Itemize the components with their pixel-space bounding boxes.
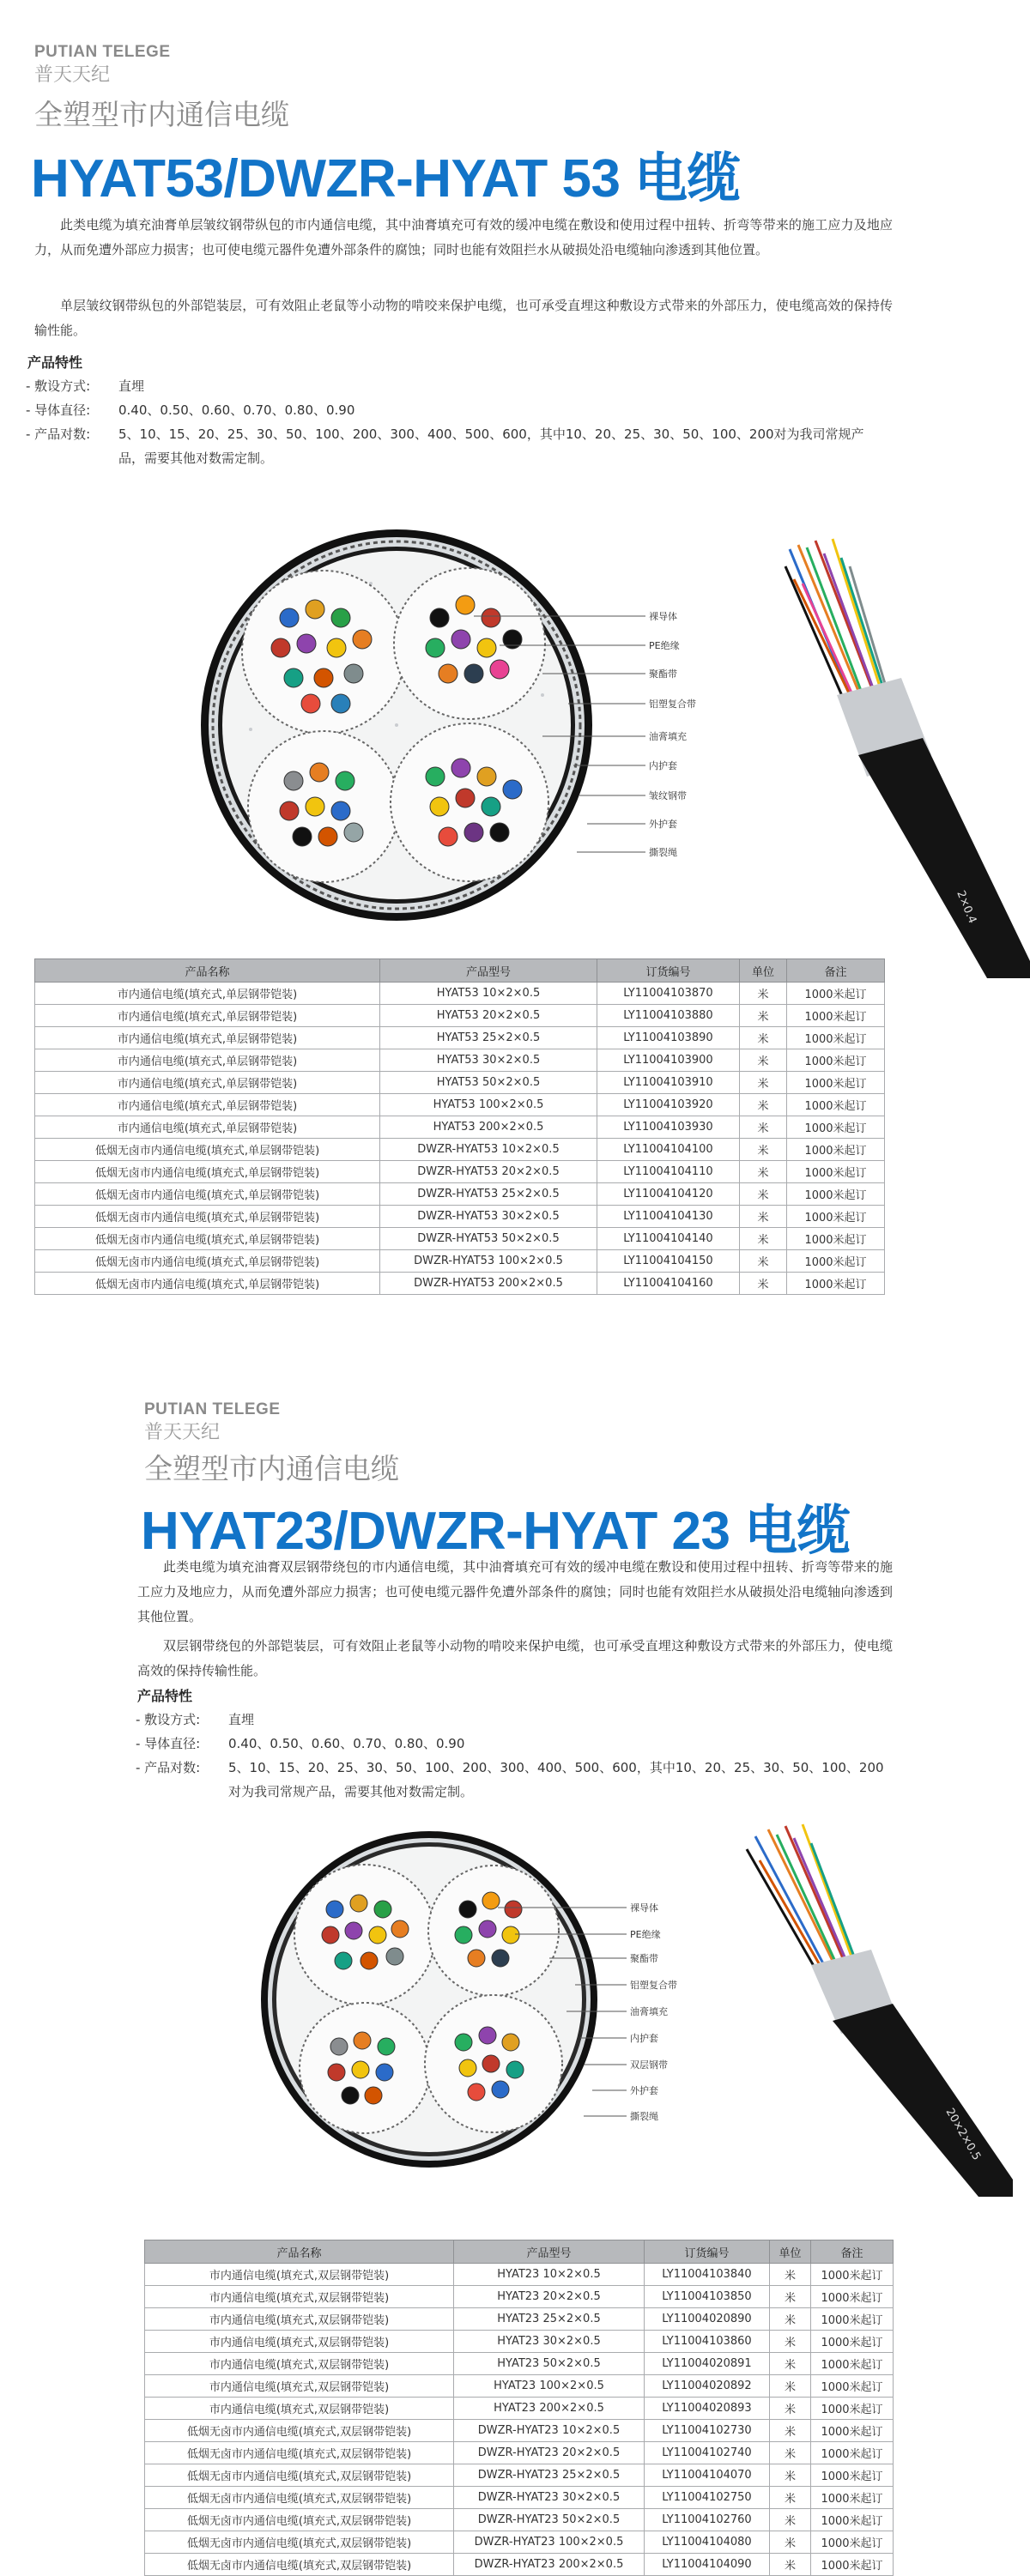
table-row — [145, 2420, 894, 2442]
table-cell: HYAT53 30×2×0.5 — [380, 1049, 597, 1072]
table-row — [35, 1116, 885, 1139]
table-cell: DWZR-HYAT23 25×2×0.5 — [454, 2464, 645, 2487]
table-cell: DWZR-HYAT23 50×2×0.5 — [454, 2509, 645, 2531]
table-cell: 米 — [770, 2509, 811, 2531]
table-cell: LY11004103880 — [597, 1005, 740, 1027]
table-cell: DWZR-HYAT23 200×2×0.5 — [454, 2554, 645, 2576]
feature-pairs — [26, 422, 884, 470]
description-paragraph-2: 单层皱纹钢带纵包的外部铠装层，可有效阻止老鼠等小动物的啃咬来保护电缆，也可承受直埋这种敷设方式带来的外部压力，使电缆高效的保持传输性能。 — [34, 298, 893, 338]
table-cell: 1000米起订 — [811, 2531, 894, 2554]
feature-pairs — [136, 1756, 891, 1804]
table-cell: 低烟无卤市内通信电缆(填充式,单层钢带铠装) — [35, 1273, 380, 1295]
table-cell: 米 — [770, 2286, 811, 2308]
cable-photo — [772, 532, 1030, 978]
table-cell: DWZR-HYAT53 25×2×0.5 — [380, 1183, 597, 1206]
table-cell: 1000米起订 — [811, 2464, 894, 2487]
table-cell: 1000米起订 — [787, 1027, 885, 1049]
table-row — [145, 2286, 894, 2308]
column-header: 订货编号 — [597, 959, 740, 983]
feature-value: 直埋 — [118, 378, 145, 394]
category-title: 全塑型市内通信电缆 — [34, 98, 289, 131]
table-cell: HYAT23 30×2×0.5 — [454, 2331, 645, 2353]
legend-label: 撕裂绳 — [649, 847, 677, 858]
table-row — [145, 2353, 894, 2375]
column-header: 备注 — [811, 2240, 894, 2264]
legend-label: 皱纹钢带 — [649, 790, 687, 801]
table-row — [145, 2331, 894, 2353]
table-cell: DWZR-HYAT23 10×2×0.5 — [454, 2420, 645, 2442]
pair-bundle — [425, 1995, 562, 2132]
legend-label: PE绝缘 — [630, 1929, 661, 1940]
cable-cross-section-diagram — [199, 523, 696, 927]
table-cell: 1000米起订 — [787, 1005, 885, 1027]
table-cell: 1000米起订 — [811, 2375, 894, 2398]
table-cell: DWZR-HYAT53 20×2×0.5 — [380, 1161, 597, 1183]
table-cell: HYAT23 200×2×0.5 — [454, 2398, 645, 2420]
table-row — [35, 1161, 885, 1183]
table-cell: LY11004104090 — [645, 2554, 770, 2576]
pair-bundle — [242, 571, 405, 734]
column-header: 产品名称 — [35, 959, 380, 983]
legend-label: 外护套 — [649, 819, 677, 830]
outer-sheath — [833, 2004, 1013, 2197]
features-heading: 产品特性 — [137, 1688, 193, 1704]
table-cell: LY11004104080 — [645, 2531, 770, 2554]
table-cell: LY11004104150 — [597, 1250, 740, 1273]
table-cell: 低烟无卤市内通信电缆(填充式,双层钢带铠装) — [145, 2554, 454, 2576]
legend-label: 裸导体 — [649, 611, 677, 622]
table-cell: 米 — [740, 1183, 787, 1206]
feature-conductor — [26, 398, 884, 422]
table-cell: LY11004104160 — [597, 1273, 740, 1295]
table-row — [35, 1273, 885, 1295]
feature-label: - 敷设方式: — [136, 1712, 201, 1727]
table-cell: LY11004020893 — [645, 2398, 770, 2420]
legend-label: 内护套 — [630, 2033, 658, 2044]
table-cell: 低烟无卤市内通信电缆(填充式,单层钢带铠装) — [35, 1139, 380, 1161]
table-cell: 市内通信电缆(填充式,双层钢带铠装) — [145, 2264, 454, 2286]
brand-chinese: 普天天纪 — [34, 64, 111, 86]
table-cell: 低烟无卤市内通信电缆(填充式,双层钢带铠装) — [145, 2442, 454, 2464]
exposed-pairs — [785, 539, 888, 708]
table-cell: LY11004102740 — [645, 2442, 770, 2464]
table-cell: 低烟无卤市内通信电缆(填充式,双层钢带铠装) — [145, 2420, 454, 2442]
legend-label: 油膏填充 — [630, 2006, 668, 2017]
table-cell: 低烟无卤市内通信电缆(填充式,单层钢带铠装) — [35, 1206, 380, 1228]
pair-bundle — [300, 2003, 430, 2133]
table-cell: 米 — [770, 2464, 811, 2487]
legend-labels — [649, 610, 696, 858]
table-cell: 米 — [740, 983, 787, 1005]
table-body — [145, 2264, 894, 2576]
table-cell: 1000米起订 — [811, 2554, 894, 2576]
pair-bundle — [394, 568, 545, 719]
table-cell: LY11004104100 — [597, 1139, 740, 1161]
table-row — [145, 2487, 894, 2509]
table-cell: DWZR-HYAT23 30×2×0.5 — [454, 2487, 645, 2509]
description-paragraph-2: 双层钢带绕包的外部铠装层，可有效阻止老鼠等小动物的啃咬来保护电缆，也可承受直埋这种敷设方式带来的外部压力，使电缆高效的保持传输性能。 — [137, 1638, 893, 1678]
table-cell: DWZR-HYAT53 100×2×0.5 — [380, 1250, 597, 1273]
category-title: 全塑型市内通信电缆 — [144, 1452, 399, 1485]
legend-label: 铝塑复合带 — [630, 1980, 677, 1991]
pair-bundle — [248, 731, 399, 882]
table-cell: LY11004020892 — [645, 2375, 770, 2398]
table-cell: HYAT53 10×2×0.5 — [380, 983, 597, 1005]
table-cell: 1000米起订 — [787, 1116, 885, 1139]
table-row — [35, 1183, 885, 1206]
table-cell: 米 — [770, 2308, 811, 2331]
sheath-print: 2×0.4 — [954, 888, 979, 926]
table-row — [145, 2554, 894, 2576]
feature-value: 直埋 — [228, 1712, 255, 1727]
feature-value: 0.40、0.50、0.60、0.70、0.80、0.90 — [118, 402, 355, 418]
table-cell: 1000米起订 — [811, 2286, 894, 2308]
table-cell: LY11004104070 — [645, 2464, 770, 2487]
table-cell: 米 — [770, 2398, 811, 2420]
table-row — [145, 2464, 894, 2487]
table-cell: LY11004104120 — [597, 1183, 740, 1206]
table-cell: 米 — [770, 2375, 811, 2398]
table-cell: 米 — [740, 1005, 787, 1027]
table-cell: 米 — [770, 2420, 811, 2442]
table-cell: 市内通信电缆(填充式,单层钢带铠装) — [35, 1049, 380, 1072]
table-cell: 市内通信电缆(填充式,双层钢带铠装) — [145, 2398, 454, 2420]
cable-photo — [721, 1819, 1013, 2197]
table-cell: 米 — [740, 1094, 787, 1116]
table-cell: LY11004103850 — [645, 2286, 770, 2308]
feature-conductor — [136, 1732, 891, 1756]
table-cell: 低烟无卤市内通信电缆(填充式,单层钢带铠装) — [35, 1228, 380, 1250]
table-cell: 米 — [740, 1116, 787, 1139]
table-cell: 1000米起订 — [811, 2487, 894, 2509]
legend-label: 撕裂绳 — [630, 2111, 658, 2122]
table-row — [35, 1094, 885, 1116]
table-cell: HYAT23 50×2×0.5 — [454, 2353, 645, 2375]
table-cell: 米 — [740, 1049, 787, 1072]
table-cell: 市内通信电缆(填充式,单层钢带铠装) — [35, 1094, 380, 1116]
table-cell: LY11004104110 — [597, 1161, 740, 1183]
legend-label: PE绝缘 — [649, 640, 680, 651]
column-header: 单位 — [740, 959, 787, 983]
table-cell: 米 — [740, 1161, 787, 1183]
feature-label: - 产品对数: — [26, 426, 91, 442]
table-cell: LY11004103930 — [597, 1116, 740, 1139]
table-cell: HYAT53 100×2×0.5 — [380, 1094, 597, 1116]
table-cell: 低烟无卤市内通信电缆(填充式,双层钢带铠装) — [145, 2464, 454, 2487]
feature-label: - 导体直径: — [26, 402, 91, 418]
table-header-row — [145, 2240, 894, 2264]
legend-label: 双层钢带 — [630, 2059, 668, 2071]
column-header: 订货编号 — [645, 2240, 770, 2264]
table-cell: DWZR-HYAT23 20×2×0.5 — [454, 2442, 645, 2464]
feature-laying — [136, 1708, 891, 1732]
outer-sheath — [858, 738, 1030, 978]
table-cell: 1000米起订 — [787, 1250, 885, 1273]
table-cell: 1000米起订 — [787, 1161, 885, 1183]
table-cell: 1000米起订 — [787, 1094, 885, 1116]
cable-cross-section-diagram — [258, 1828, 687, 2171]
table-row — [35, 1206, 885, 1228]
table-cell: 低烟无卤市内通信电缆(填充式,双层钢带铠装) — [145, 2531, 454, 2554]
table-cell: 米 — [770, 2331, 811, 2353]
table-cell: 米 — [770, 2442, 811, 2464]
product-table — [34, 958, 885, 1295]
column-header: 单位 — [770, 2240, 811, 2264]
table-row — [145, 2264, 894, 2286]
table-cell: LY11004103890 — [597, 1027, 740, 1049]
table-cell: LY11004020890 — [645, 2308, 770, 2331]
table-cell: HYAT23 25×2×0.5 — [454, 2308, 645, 2331]
table-row — [145, 2375, 894, 2398]
feature-value: 5、10、15、20、25、30、50、100、200、300、400、500、600，其中10、20、25、30、50、100、200对为我司常规产品，需要其他对数需定制。 — [118, 426, 864, 466]
table-cell: LY11004102750 — [645, 2487, 770, 2509]
feature-laying — [26, 374, 884, 398]
feature-label: - 导体直径: — [136, 1736, 201, 1751]
table-row — [145, 2531, 894, 2554]
table-body — [35, 983, 885, 1295]
table-row — [35, 1139, 885, 1161]
table-row — [35, 1027, 885, 1049]
table-row — [35, 1005, 885, 1027]
table-cell: 市内通信电缆(填充式,单层钢带铠装) — [35, 1027, 380, 1049]
table-cell: 米 — [770, 2353, 811, 2375]
product-section-hyat23 — [0, 1373, 1030, 2573]
description-paragraph-1: 此类电缆为填充油膏双层钢带绕包的市内通信电缆，其中油膏填充可有效的缓冲电缆在敷设和使用过程中扭转、折弯等带来的施工应力及地应力，从而免遭外部应力损害；也可使电缆元器件免遭外部条件的腐蚀；同时也能有效阻拦水从破损处沿电缆轴向渗透到其他位置。 — [137, 1559, 893, 1624]
table-cell: LY11004102730 — [645, 2420, 770, 2442]
column-header: 产品型号 — [380, 959, 597, 983]
table-cell: 1000米起订 — [811, 2331, 894, 2353]
table-cell: DWZR-HYAT53 50×2×0.5 — [380, 1228, 597, 1250]
table-cell: DWZR-HYAT23 100×2×0.5 — [454, 2531, 645, 2554]
table-row — [35, 1049, 885, 1072]
table-cell: 1000米起订 — [811, 2420, 894, 2442]
legend-label: 外护套 — [630, 2085, 658, 2096]
table-cell: 低烟无卤市内通信电缆(填充式,单层钢带铠装) — [35, 1161, 380, 1183]
table-cell: 米 — [770, 2531, 811, 2554]
pair-bundle — [294, 1865, 435, 2005]
pair-bundle — [391, 723, 548, 881]
table-cell: 1000米起订 — [811, 2398, 894, 2420]
table-cell: HYAT53 20×2×0.5 — [380, 1005, 597, 1027]
table-cell: 市内通信电缆(填充式,双层钢带铠装) — [145, 2286, 454, 2308]
table-cell: 1000米起订 — [787, 1072, 885, 1094]
features-heading: 产品特性 — [27, 354, 83, 371]
exposed-pairs — [747, 1824, 857, 1975]
table-cell: 米 — [740, 1072, 787, 1094]
table-cell: 市内通信电缆(填充式,单层钢带铠装) — [35, 1072, 380, 1094]
table-cell: HYAT53 25×2×0.5 — [380, 1027, 597, 1049]
table-cell: 市内通信电缆(填充式,单层钢带铠装) — [35, 1005, 380, 1027]
pair-bundle — [428, 1865, 559, 1996]
legend-labels — [630, 1902, 677, 2122]
model-title: HYAT53/DWZR-HYAT 53 电缆 — [31, 149, 741, 209]
table-cell: 1000米起订 — [787, 983, 885, 1005]
brand-chinese: 普天天纪 — [144, 1422, 221, 1443]
table-cell: 1000米起订 — [811, 2308, 894, 2331]
table-row — [145, 2509, 894, 2531]
table-cell: DWZR-HYAT53 200×2×0.5 — [380, 1273, 597, 1295]
table-cell: 低烟无卤市内通信电缆(填充式,单层钢带铠装) — [35, 1250, 380, 1273]
legend-label: 内护套 — [649, 760, 677, 771]
table-cell: 市内通信电缆(填充式,双层钢带铠装) — [145, 2353, 454, 2375]
table-row — [145, 2308, 894, 2331]
table-cell: LY11004103900 — [597, 1049, 740, 1072]
table-cell: 米 — [740, 1139, 787, 1161]
brand-english: PUTIAN TELEGE — [34, 43, 171, 61]
table-cell: 1000米起订 — [787, 1206, 885, 1228]
table-cell: 米 — [770, 2487, 811, 2509]
table-cell: 市内通信电缆(填充式,单层钢带铠装) — [35, 1116, 380, 1139]
table-cell: LY11004103920 — [597, 1094, 740, 1116]
table-cell: LY11004104130 — [597, 1206, 740, 1228]
table-cell: 1000米起订 — [787, 1273, 885, 1295]
table-row — [35, 1072, 885, 1094]
table-cell: LY11004104140 — [597, 1228, 740, 1250]
column-header: 产品型号 — [454, 2240, 645, 2264]
table-cell: LY11004103860 — [645, 2331, 770, 2353]
table-cell: 市内通信电缆(填充式,双层钢带铠装) — [145, 2331, 454, 2353]
feature-value: 0.40、0.50、0.60、0.70、0.80、0.90 — [228, 1736, 465, 1751]
table-row — [145, 2398, 894, 2420]
table-row — [35, 983, 885, 1005]
table-cell: 米 — [740, 1250, 787, 1273]
table-header-row — [35, 959, 885, 983]
description-paragraph-1: 此类电缆为填充油膏单层皱纹钢带纵包的市内通信电缆，其中油膏填充可有效的缓冲电缆在敷设和使用过程中扭转、折弯等带来的施工应力及地应力，从而免遭外部应力损害；也可使电缆元器件免遭外部条件的腐蚀；同时也能有效阻拦水从破损处沿电缆轴向渗透到其他位置。 — [34, 217, 893, 257]
column-header: 备注 — [787, 959, 885, 983]
table-row — [35, 1250, 885, 1273]
legend-label: 裸导体 — [630, 1902, 658, 1914]
table-cell: 低烟无卤市内通信电缆(填充式,双层钢带铠装) — [145, 2509, 454, 2531]
model-title: HYAT23/DWZR-HYAT 23 电缆 — [141, 1502, 851, 1561]
table-cell: 1000米起订 — [811, 2509, 894, 2531]
legend-label: 聚酯带 — [630, 1953, 658, 1964]
table-cell: 1000米起订 — [787, 1139, 885, 1161]
table-cell: 1000米起订 — [811, 2353, 894, 2375]
legend-label: 油膏填充 — [649, 731, 687, 742]
feature-value: 5、10、15、20、25、30、50、100、200、300、400、500、600，其中10、20、25、30、50、100、200对为我司常规产品，需要其他对数需定制。 — [228, 1760, 884, 1799]
table-cell: 米 — [740, 1228, 787, 1250]
table-cell: LY11004102760 — [645, 2509, 770, 2531]
table-cell: 米 — [740, 1027, 787, 1049]
feature-label: - 敷设方式: — [26, 378, 91, 394]
brand-english: PUTIAN TELEGE — [144, 1400, 281, 1418]
table-cell: 1000米起订 — [787, 1049, 885, 1072]
table-cell: HYAT53 50×2×0.5 — [380, 1072, 597, 1094]
feature-label: - 产品对数: — [136, 1760, 201, 1775]
table-cell: LY11004020891 — [645, 2353, 770, 2375]
table-cell: 米 — [770, 2554, 811, 2576]
table-cell: HYAT23 100×2×0.5 — [454, 2375, 645, 2398]
table-cell: 1000米起订 — [787, 1183, 885, 1206]
legend-label: 铝塑复合带 — [649, 698, 696, 710]
table-cell: 1000米起订 — [811, 2264, 894, 2286]
table-cell: DWZR-HYAT53 30×2×0.5 — [380, 1206, 597, 1228]
column-header: 产品名称 — [145, 2240, 454, 2264]
table-cell: 米 — [770, 2264, 811, 2286]
legend-label: 聚酯带 — [649, 668, 677, 680]
table-cell: HYAT23 10×2×0.5 — [454, 2264, 645, 2286]
table-cell: LY11004103840 — [645, 2264, 770, 2286]
table-cell: 低烟无卤市内通信电缆(填充式,双层钢带铠装) — [145, 2487, 454, 2509]
table-row — [145, 2442, 894, 2464]
table-cell: HYAT53 200×2×0.5 — [380, 1116, 597, 1139]
sheath-print: 20×2×0.5 — [942, 2106, 984, 2163]
table-cell: 米 — [740, 1273, 787, 1295]
table-cell: 市内通信电缆(填充式,双层钢带铠装) — [145, 2375, 454, 2398]
table-cell: 1000米起订 — [811, 2442, 894, 2464]
table-cell: LY11004103870 — [597, 983, 740, 1005]
table-cell: HYAT23 20×2×0.5 — [454, 2286, 645, 2308]
table-cell: LY11004103910 — [597, 1072, 740, 1094]
table-row — [35, 1228, 885, 1250]
product-table — [144, 2240, 894, 2576]
table-cell: 米 — [740, 1206, 787, 1228]
table-cell: 市内通信电缆(填充式,单层钢带铠装) — [35, 983, 380, 1005]
table-cell: 市内通信电缆(填充式,双层钢带铠装) — [145, 2308, 454, 2331]
table-cell: 1000米起订 — [787, 1228, 885, 1250]
table-cell: DWZR-HYAT53 10×2×0.5 — [380, 1139, 597, 1161]
table-cell: 低烟无卤市内通信电缆(填充式,单层钢带铠装) — [35, 1183, 380, 1206]
